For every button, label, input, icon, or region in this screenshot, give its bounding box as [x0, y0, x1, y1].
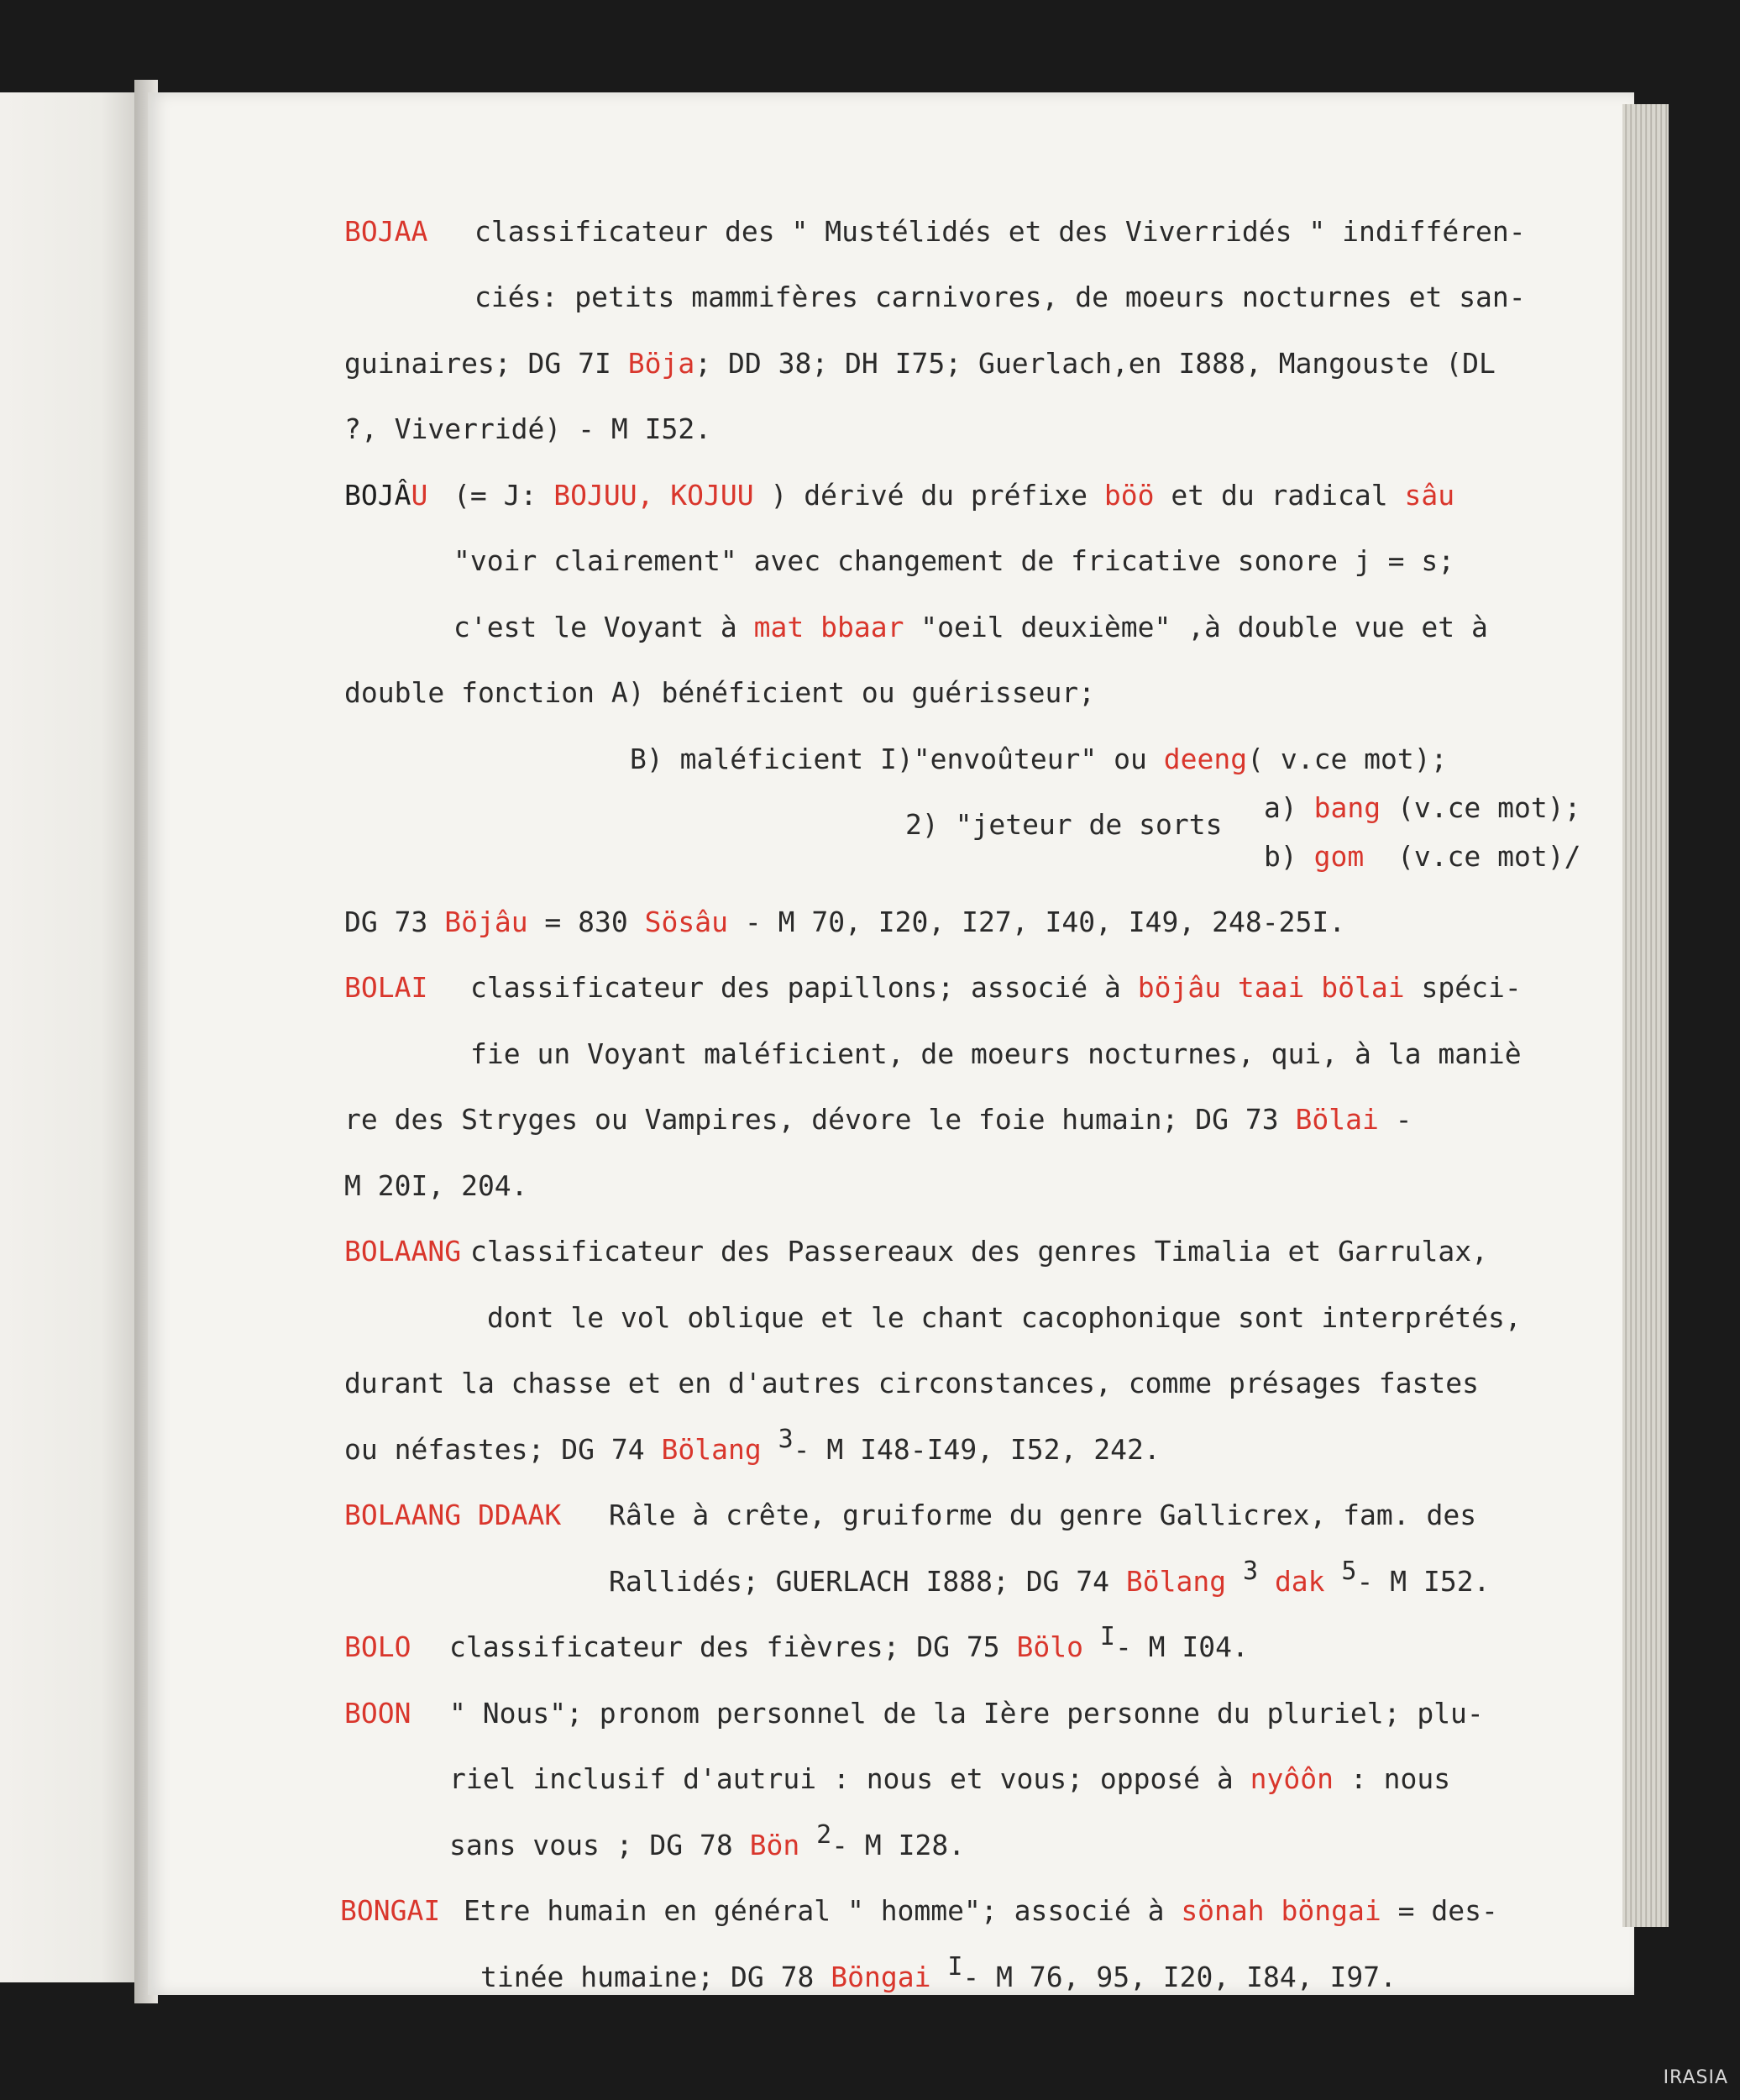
bojaa-line-3: guinaires; DG 7I Böja; DD 38; DH I75; Guerlach,en I888, Mangouste (DL: [344, 347, 1496, 380]
bojau-line-6: a) bang (v.ce mot);: [1264, 791, 1581, 824]
headword-bolaang: BOLAANG: [344, 1235, 462, 1268]
bolaang-ddaak-line-2: Rallidés; GUERLACH I888; DG 74 Bölang 3 dak 5- M I52.: [609, 1557, 1491, 1598]
bojau-line-9: DG 73 Böjâu = 830 Sösâu - M 70, I20, I27, I40, I49, 248-25I.: [344, 906, 1346, 938]
irasia-watermark: IRASIA: [1663, 2067, 1728, 2088]
bojau-line-8: b) gom (v.ce mot)/: [1264, 840, 1581, 873]
headword-bojau: BOJÂU: [344, 479, 428, 512]
boon-line-1: " Nous"; pronom personnel de la Ière personne du pluriel; plu-: [449, 1697, 1484, 1730]
bolai-line-1: classificateur des papillons; associé à böjâu taai bölai spéci-: [470, 971, 1522, 1004]
bongai-line-2: tinée humaine; DG 78 Böngai I- M 76, 95, I20, I84, I97.: [480, 1952, 1397, 1993]
bolo-line-1: classificateur des fièvres; DG 75 Bölo I- M I04.: [449, 1622, 1249, 1663]
headword-bolaang-ddaak: BOLAANG DDAAK: [344, 1499, 562, 1531]
boon-line-2: riel inclusif d'autrui : nous et vous; opposé à nyôôn : nous: [449, 1762, 1451, 1795]
bolai-line-2: fie un Voyant maléficient, de moeurs nocturnes, qui, à la maniè: [470, 1037, 1522, 1070]
bojau-line-2: "voir clairement" avec changement de fricative sonore j = s;: [453, 544, 1455, 577]
headword-boon: BOON: [344, 1697, 411, 1730]
headword-bolai: BOLAI: [344, 971, 428, 1004]
bojau-line-5: B) maléficient I)"envoûteur" ou deeng( v.ce mot);: [630, 743, 1448, 775]
bolaang-line-2: dont le vol oblique et le chant cacophonique sont interprétés,: [487, 1301, 1522, 1334]
bojau-line-4: double fonction A) bénéficient ou guérisseur;: [344, 676, 1096, 709]
bolaang-line-4: ou néfastes; DG 74 Bölang 3- M I48-I49, I52, 242.: [344, 1425, 1161, 1466]
left-page: [0, 92, 144, 1982]
bojaa-line-4: ?, Viverridé) - M I52.: [344, 412, 712, 445]
boon-line-3: sans vous ; DG 78 Bön 2- M I28.: [449, 1820, 966, 1861]
bojaa-line-1: classificateur des " Mustélidés et des Viverridés " indifféren-: [474, 215, 1526, 248]
bolai-line-3: re des Stryges ou Vampires, dévore le foie humain; DG 73 Bölai -: [344, 1103, 1412, 1136]
bolaang-line-3: durant la chasse et en d'autres circonstances, comme présages fastes: [344, 1367, 1480, 1399]
bojau-line-1: (= J: BOJUU, KOJUU ) dérivé du préfixe böö et du radical sâu: [453, 479, 1455, 512]
bojau-line-3: c'est le Voyant à mat bbaar "oeil deuxième" ,à double vue et à: [453, 611, 1488, 643]
bojaa-line-2: ciés: petits mammifères carnivores, de moeurs nocturnes et san-: [474, 281, 1526, 313]
bojau-line-7: 2) "jeteur de sorts: [905, 808, 1223, 841]
bolaang-ddaak-line-1: Râle à crête, gruiforme du genre Gallicrex, fam. des: [609, 1499, 1477, 1531]
headword-bolo: BOLO: [344, 1630, 411, 1663]
bolai-line-4: M 20I, 204.: [344, 1169, 528, 1202]
page-edges: [1622, 104, 1669, 1927]
bolaang-line-1: classificateur des Passereaux des genres Timalia et Garrulax,: [470, 1235, 1488, 1268]
bongai-line-1: Etre humain en général " homme"; associé à sönah böngai = des-: [464, 1894, 1498, 1927]
headword-bojaa: BOJAA: [344, 215, 428, 248]
headword-bongai: BONGAI: [340, 1894, 441, 1927]
